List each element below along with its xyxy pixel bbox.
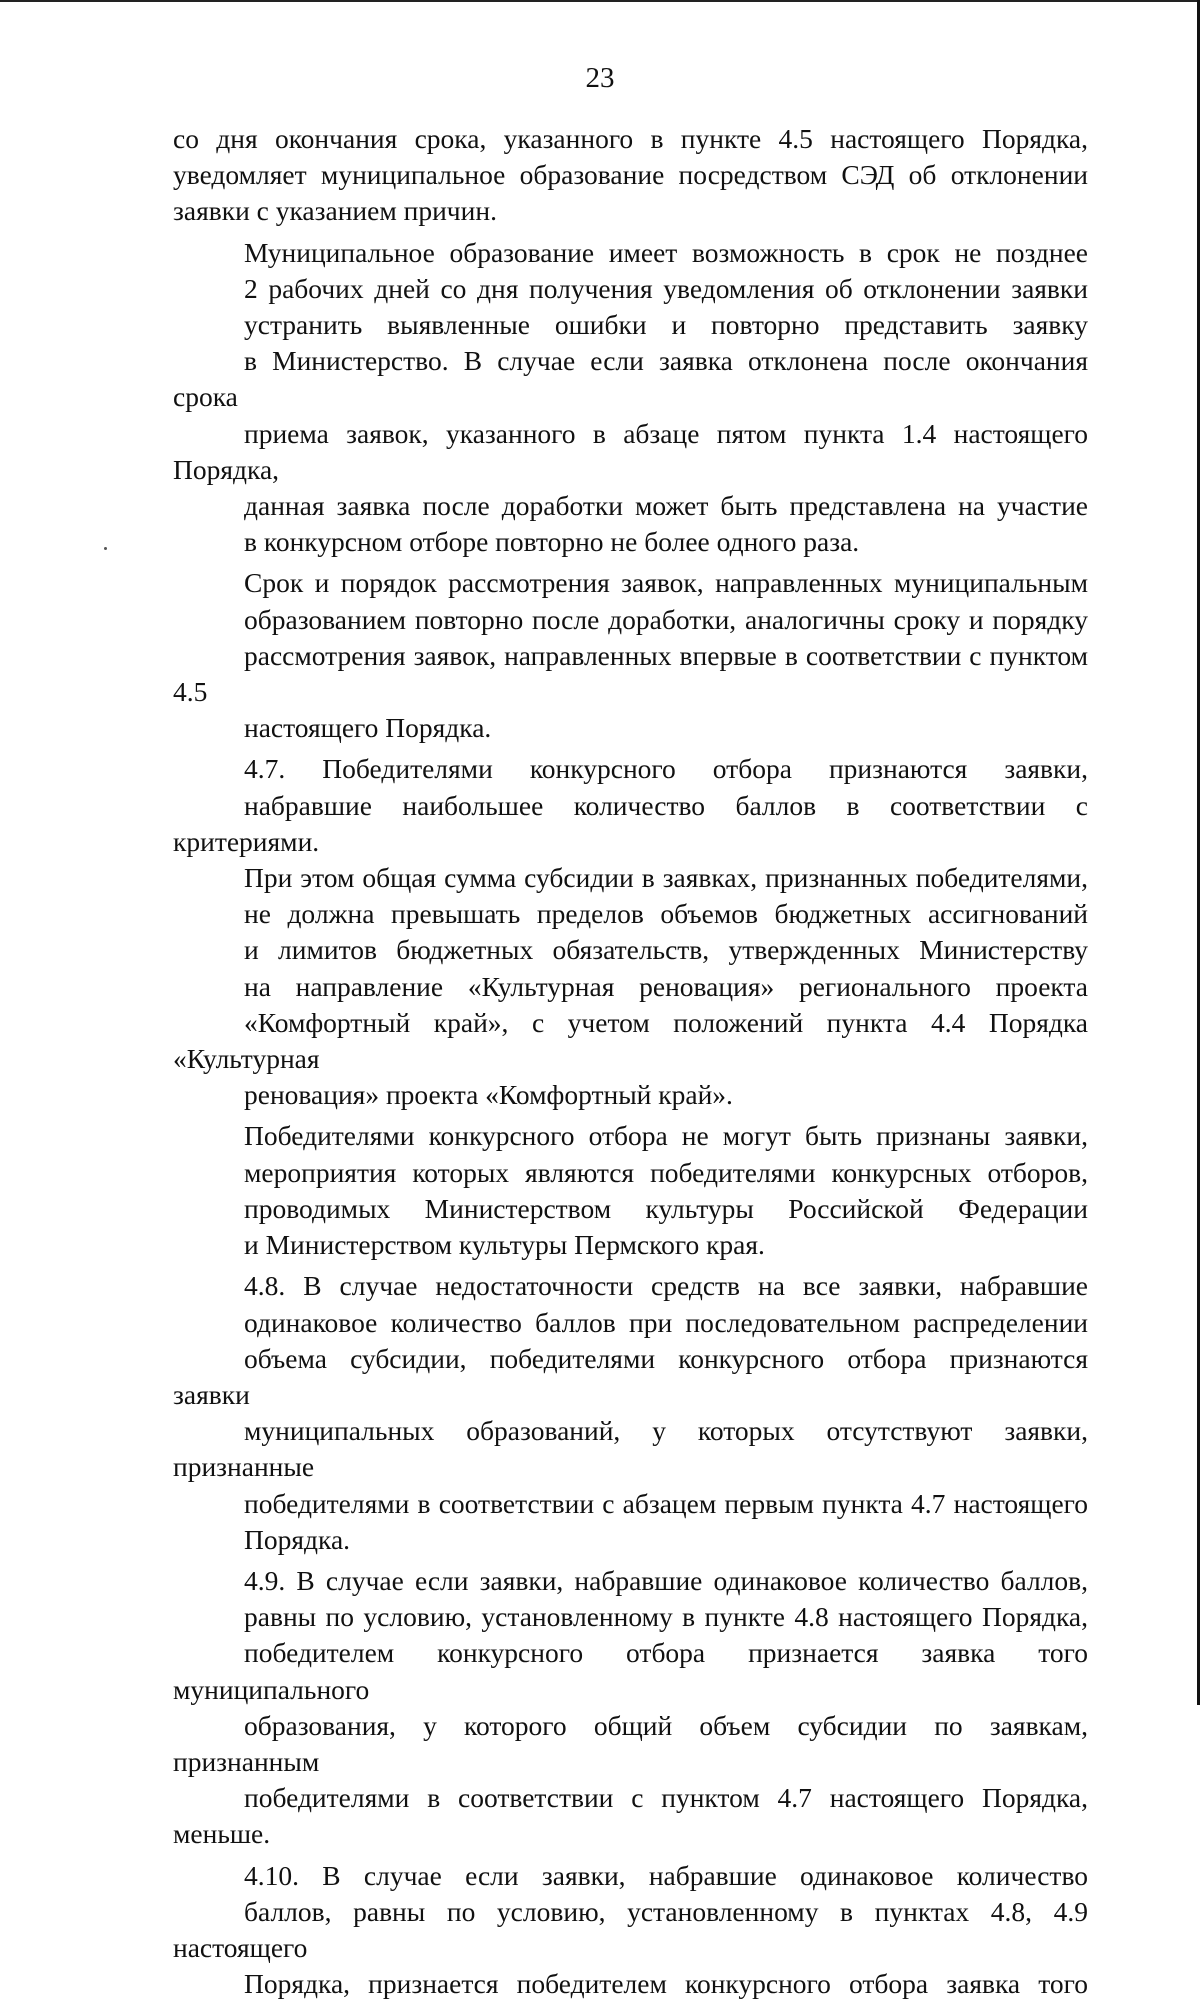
text-line: в конкурсном отборе повторно не более одного раза. (244, 526, 860, 558)
scan-speck (104, 547, 107, 550)
text-line: 4.9. В случае если заявки, набравшие одинаковое количество баллов, (244, 1564, 1088, 1596)
paragraph (173, 235, 1088, 561)
text-line: 4.8. В случае недостаточности средств на все заявки, набравшие (244, 1270, 1088, 1302)
text-line: не должна превышать пределов объемов бюджетных ассигнований (244, 898, 1088, 930)
text-line: равны по условию, установленному в пункте 4.8 настоящего Порядка, (244, 1601, 1088, 1633)
text-line: муниципальных образований, у которых отсутствуют заявки, признанные (173, 1415, 1088, 1483)
text-line: Муниципальное образование имеет возможность в срок не позднее (244, 236, 1088, 268)
paragraph (173, 1118, 1088, 1263)
text-line: объема субсидии, победителями конкурсного отбора признаются заявки (173, 1342, 1088, 1410)
text-line: Победителями конкурсного отбора не могут быть признаны заявки, (244, 1120, 1088, 1152)
text-line: образованием повторно после доработки, аналогичны сроку и порядку (244, 603, 1088, 635)
text-line: образования, у которого общий объем субсидии по заявкам, признанным (173, 1709, 1088, 1777)
paragraph (173, 1858, 1088, 2003)
text-line: победителем конкурсного отбора признается заявка того муниципального (173, 1637, 1088, 1705)
scan-edge-top (0, 0, 1200, 2)
text-line: настоящего Порядка. (244, 712, 492, 744)
text-line: Срок и порядок рассмотрения заявок, направленных муниципальным (244, 567, 1088, 599)
text-line: и Министерством культуры Пермского края. (244, 1229, 765, 1261)
text-line: победителями в соответствии с абзацем первым пункта 4.7 настоящего (244, 1487, 1088, 1519)
paragraph (173, 751, 1088, 1113)
document-body (173, 121, 1088, 2007)
text-line: рассмотрения заявок, направленных впервые в соответствии с пунктом 4.5 (173, 639, 1088, 708)
text-line: Порядка. (244, 1523, 351, 1555)
text-line: набравшие наибольшее количество баллов в соответствии с критериями. (173, 789, 1088, 857)
text-line: Порядка, признается победителем конкурсного отбора заявка того (244, 1968, 1088, 2000)
text-line: заявки с указанием причин. (173, 195, 497, 227)
text-line: данная заявка после доработки может быть представлена на участие (244, 490, 1088, 522)
text-line: устранить выявленные ошибки и повторно представить заявку (244, 309, 1088, 341)
text-line: победителями в соответствии с пунктом 4.7 настоящего Порядка, меньше. (173, 1782, 1088, 1850)
text-line: реновация» проекта «Комфортный край». (244, 1079, 733, 1111)
text-line: в Министерство. В случае если заявка отклонена после окончания срока (173, 345, 1088, 413)
text-line: мероприятия которых являются победителями конкурсных отборов, (244, 1156, 1088, 1188)
text-line: со дня окончания срока, указанного в пункте 4.5 настоящего Порядка, (173, 123, 1088, 154)
text-line: «Комфортный край», с учетом положений пункта 4.4 Порядка «Культурная (173, 1006, 1088, 1075)
page-number: 23 (585, 62, 615, 94)
text-line: 4.7. Победителями конкурсного отбора признаются заявки, (244, 753, 1088, 785)
paragraph (173, 121, 1088, 230)
text-line: одинаковое количество баллов при последовательном распределении (244, 1306, 1088, 1338)
text-line: приема заявок, указанного в абзаце пятом пункта 1.4 настоящего Порядка, (173, 417, 1088, 485)
paragraph (173, 1268, 1088, 1558)
text-line: проводимых Министерством культуры Российской Федерации (244, 1192, 1088, 1224)
text-line: 2 рабочих дней со дня получения уведомления об отклонении заявки (244, 272, 1088, 304)
text-line: При этом общая сумма субсидии в заявках, признанных победителями, (244, 862, 1088, 894)
paragraph (173, 1563, 1088, 1853)
text-line: 4.10. В случае если заявки, набравшие одинаковое количество (244, 1859, 1088, 1891)
text-line: баллов, равны по условию, установленному в пунктах 4.8, 4.9 настоящего (173, 1895, 1088, 1963)
text-line: на направление «Культурная реновация» регионального проекта (244, 970, 1088, 1002)
text-line: уведомляет муниципальное образование посредством СЭД об отклонении (173, 159, 1088, 191)
paragraph (173, 565, 1088, 746)
text-line: и лимитов бюджетных обязательств, утвержденных Министерству (244, 934, 1088, 966)
